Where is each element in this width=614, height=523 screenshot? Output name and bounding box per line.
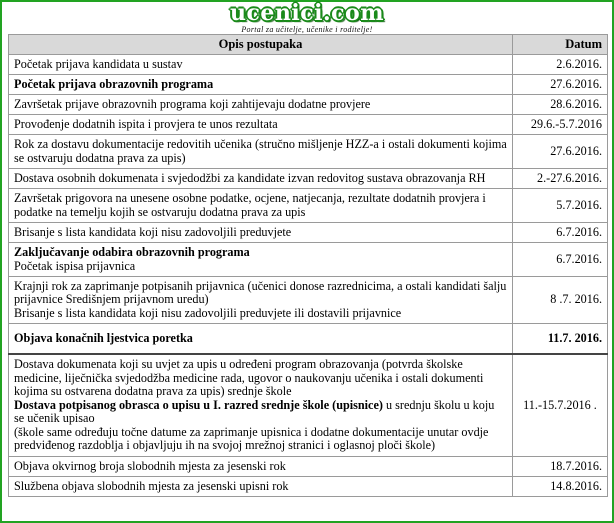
description-line (14, 58, 507, 72)
description-text: Brisanje s lista kandidata koji nisu zadovoljili preduvjete (14, 224, 292, 239)
description-text: Dostava dokumenata koji su uvjet za upis u određeni program obrazovanja (potvrda školske medicine, liječnička svjedodžba medicine rada, ugovor o naukovanju učenika i ostali dokumenti kojima su ostvarena dodatna prava za upis) srednje škole (14, 357, 484, 398)
row-date: 28.6.2016. (513, 95, 608, 115)
row-description (9, 223, 513, 243)
description-line (14, 480, 507, 494)
table-row (9, 189, 608, 223)
table-row (9, 243, 608, 277)
description-line (14, 460, 507, 474)
row-date: 14.8.2016. (513, 477, 608, 497)
row-description (9, 95, 513, 115)
row-description (9, 243, 513, 277)
table-row (9, 477, 608, 497)
description-text: Završetak prijave obrazovnih programa koji zahtijevaju dodatne provjere (14, 96, 371, 111)
description-text: Brisanje s lista kandidata koji nisu zadovoljili preduvjete ili dostavili prijavnice (14, 305, 402, 320)
row-description (9, 135, 513, 169)
row-description (9, 354, 513, 457)
description-line (14, 192, 507, 219)
row-date: 18.7.2016. (513, 457, 608, 477)
row-description (9, 169, 513, 189)
description-text: Početak prijava obrazovnih programa (14, 76, 214, 91)
table-row (9, 115, 608, 135)
header-date: Datum (513, 35, 608, 55)
description-line (14, 138, 507, 165)
description-line (14, 358, 507, 399)
row-date: 27.6.2016. (513, 135, 608, 169)
description-line (14, 399, 507, 426)
description-text: Krajnji rok za zaprimanje potpisanih prijavnica (učenici donose razrednicima, a ostali kandidati šalju prijavnice Središnjem prijavnom uredu) (14, 278, 507, 307)
description-line (14, 172, 507, 186)
description-line (14, 98, 507, 112)
table-row (9, 354, 608, 457)
description-line (14, 118, 507, 132)
description-text: Rok za dostavu dokumentacije redovitih učenika (stručno mišljenje HZZ-a i ostali dokumenti kojima se ostvaruju dodatna prava za upis) (14, 137, 507, 165)
site-logo[interactable] (0, 2, 614, 34)
description-text: Dostava osobnih dokumenata i svjedodžbi za kandidate izvan redovitog sustava obrazovanja RH (14, 170, 486, 185)
table-row (9, 324, 608, 354)
row-description (9, 457, 513, 477)
row-date: 2.6.2016. (513, 55, 608, 75)
table-row (9, 223, 608, 243)
row-date: 27.6.2016. (513, 75, 608, 95)
table-header-row (9, 35, 608, 55)
description-text: Dostava potpisanog obrasca o upisu u I. razred srednje škole (upisnice) (14, 397, 383, 412)
table-row (9, 277, 608, 324)
row-date: 29.6.-5.7.2016 (513, 115, 608, 135)
logo-tagline: Portal za učitelje, učenike i roditelje! (241, 25, 373, 34)
description-text: Provođenje dodatnih ispita i provjera te unos rezultata (14, 116, 278, 131)
table-row (9, 55, 608, 75)
row-date: 5.7.2016. (513, 189, 608, 223)
table-row (9, 457, 608, 477)
table-row (9, 75, 608, 95)
schedule-body (9, 55, 608, 497)
row-date: 2.-27.6.2016. (513, 169, 608, 189)
description-line (14, 280, 507, 307)
description-text: Objava okvirnog broja slobodnih mjesta za jesenski rok (14, 458, 286, 473)
description-line (14, 332, 507, 346)
description-text: Službena objava slobodnih mjesta za jesenski upisni rok (14, 478, 289, 493)
description-text: Objava konačnih ljestvica poretka (14, 330, 193, 345)
table-row (9, 135, 608, 169)
description-line (14, 307, 507, 321)
row-description (9, 277, 513, 324)
description-line (14, 226, 507, 240)
row-description (9, 189, 513, 223)
row-date: 6.7.2016. (513, 223, 608, 243)
description-line (14, 246, 507, 260)
row-description (9, 324, 513, 354)
description-line (14, 426, 507, 453)
row-description (9, 115, 513, 135)
logo-site-name: ucenici.com (230, 0, 384, 26)
description-text: Završetak prigovora na unesene osobne podatke, ocjene, natjecanja, rezultate dodatnih provjera i podatke na temelju kojih se ostvaruju dodatna prava za upis (14, 191, 486, 219)
row-description (9, 75, 513, 95)
row-description (9, 477, 513, 497)
row-date: 8 .7. 2016. (513, 277, 608, 324)
row-description (9, 55, 513, 75)
row-date: 6.7.2016. (513, 243, 608, 277)
enrollment-schedule-table (8, 34, 608, 497)
row-date: 11.7. 2016. (513, 324, 608, 354)
description-text: Početak prijava kandidata u sustav (14, 56, 183, 71)
header-description: Opis postupaka (9, 35, 513, 55)
description-text: (škole same određuju točne datume za zaprimanje upisnica i dodatne dokumentacije unutar ovdje predviđenog razdoblja i objavljuju ih na svojoj mrežnoj stranici i oglasnoj ploči škole) (14, 424, 489, 452)
description-line (14, 78, 507, 92)
table-row (9, 95, 608, 115)
description-text: Početak ispisa prijavnica (14, 258, 136, 273)
row-date: 11.-15.7.2016 . (513, 354, 608, 457)
description-line (14, 260, 507, 274)
table-row (9, 169, 608, 189)
description-text: Zaključavanje odabira obrazovnih programa (14, 245, 250, 259)
description-text-tail: u srednju školu u koju se učenik upisao (14, 397, 495, 425)
